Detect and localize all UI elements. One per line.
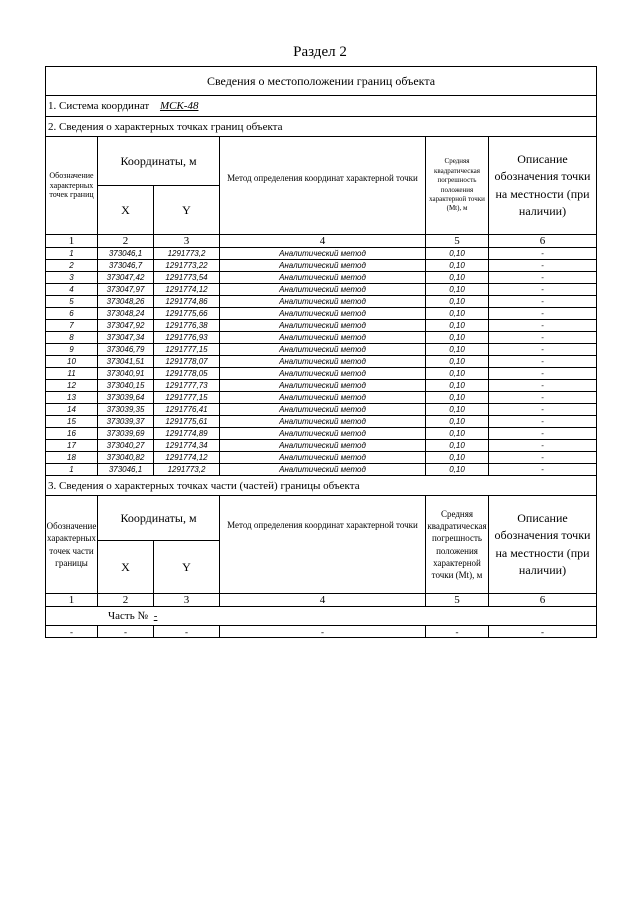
header-description: Описание обозначения точки на местности (при наличии) <box>489 137 597 235</box>
point-y: 1291773,54 <box>154 272 220 284</box>
table-row <box>46 284 597 296</box>
point-description: - <box>489 452 597 464</box>
point-number: 13 <box>46 392 98 404</box>
column-number: 5 <box>426 594 489 607</box>
point-method: Аналитический метод <box>220 440 426 452</box>
section-title: Сведения о местоположении границ объекта <box>46 67 597 96</box>
point-y: 1291773,2 <box>154 248 220 260</box>
parts-heading-row <box>46 476 597 496</box>
point-number: 6 <box>46 308 98 320</box>
point-description: - <box>489 356 597 368</box>
point-description: - <box>489 332 597 344</box>
point-number: 7 <box>46 320 98 332</box>
column-number: 1 <box>46 594 98 607</box>
column-number: 4 <box>220 594 426 607</box>
point-y: 1291774,86 <box>154 296 220 308</box>
point-x: 373040,91 <box>98 368 154 380</box>
point-x: 373039,37 <box>98 416 154 428</box>
point-number: 5 <box>46 296 98 308</box>
point-error: 0,10 <box>426 440 489 452</box>
parts-header-row <box>46 496 597 541</box>
point-number: 10 <box>46 356 98 368</box>
parts-heading: 3. Сведения о характерных точках части (частей) границы объекта <box>46 476 597 496</box>
column-number: 2 <box>98 594 154 607</box>
point-method: Аналитический метод <box>220 428 426 440</box>
point-method: Аналитический метод <box>220 344 426 356</box>
header2-error: Средняя квадратическая погрешность положения характерной точки (Mt), м <box>426 496 489 594</box>
point-y: 1291777,73 <box>154 380 220 392</box>
point-error: 0,10 <box>426 344 489 356</box>
point-description: - <box>489 344 597 356</box>
column-number: 3 <box>154 594 220 607</box>
point-description: - <box>489 272 597 284</box>
point-description: - <box>489 464 597 476</box>
point-error: 0,10 <box>426 416 489 428</box>
point-method: Аналитический метод <box>220 452 426 464</box>
point-method: Аналитический метод <box>220 332 426 344</box>
table-row <box>46 344 597 356</box>
point-error: 0,10 <box>426 296 489 308</box>
point-number: 18 <box>46 452 98 464</box>
point-x: 373047,92 <box>98 320 154 332</box>
point-x: 373048,26 <box>98 296 154 308</box>
header2-x: X <box>98 541 154 594</box>
table-row <box>46 272 597 284</box>
point-x: 373040,27 <box>98 440 154 452</box>
header2-designation: Обозначение характерных точек части границы <box>46 496 98 594</box>
point-y: 1291774,12 <box>154 284 220 296</box>
points-header-row <box>46 137 597 186</box>
point-number: 11 <box>46 368 98 380</box>
point-x: 373046,1 <box>98 248 154 260</box>
point-y: 1291778,05 <box>154 368 220 380</box>
point-method: Аналитический метод <box>220 392 426 404</box>
page-title: Раздел 2 <box>293 44 347 60</box>
point-y: 1291776,41 <box>154 404 220 416</box>
point-error: 0,10 <box>426 332 489 344</box>
point-description: - <box>489 392 597 404</box>
point-method: Аналитический метод <box>220 320 426 332</box>
part-cell: - <box>489 626 597 638</box>
point-error: 0,10 <box>426 392 489 404</box>
point-method: Аналитический метод <box>220 368 426 380</box>
coordinate-system-value: МСК-48 <box>159 100 199 112</box>
header2-method: Метод определения координат характерной точки <box>220 496 426 594</box>
point-y: 1291774,12 <box>154 452 220 464</box>
point-description: - <box>489 404 597 416</box>
part-cell: - <box>154 626 220 638</box>
point-number: 14 <box>46 404 98 416</box>
point-y: 1291775,66 <box>154 308 220 320</box>
table-row <box>46 452 597 464</box>
point-number: 1 <box>46 248 98 260</box>
table-row <box>46 260 597 272</box>
point-y: 1291776,93 <box>154 332 220 344</box>
part-cell: - <box>46 626 98 638</box>
point-x: 373041,51 <box>98 356 154 368</box>
point-x: 373046,1 <box>98 464 154 476</box>
column-number: 6 <box>489 235 597 248</box>
point-x: 373040,82 <box>98 452 154 464</box>
point-number: 9 <box>46 344 98 356</box>
point-description: - <box>489 416 597 428</box>
point-y: 1291777,15 <box>154 344 220 356</box>
part-cell: - <box>426 626 489 638</box>
point-x: 373039,69 <box>98 428 154 440</box>
header-error: Средняя квадратическая погрешность положения характерной точки (Mt), м <box>426 137 489 235</box>
table-row <box>46 428 597 440</box>
header-y: Y <box>154 186 220 235</box>
point-description: - <box>489 428 597 440</box>
point-method: Аналитический метод <box>220 260 426 272</box>
point-error: 0,10 <box>426 380 489 392</box>
point-y: 1291775,61 <box>154 416 220 428</box>
point-error: 0,10 <box>426 248 489 260</box>
header2-y: Y <box>154 541 220 594</box>
point-x: 373047,42 <box>98 272 154 284</box>
table-row <box>46 404 597 416</box>
point-number: 4 <box>46 284 98 296</box>
point-x: 373039,35 <box>98 404 154 416</box>
point-description: - <box>489 248 597 260</box>
boundary-table <box>45 66 597 638</box>
point-error: 0,10 <box>426 452 489 464</box>
point-number: 3 <box>46 272 98 284</box>
column-number: 6 <box>489 594 597 607</box>
point-number: 16 <box>46 428 98 440</box>
points-heading: 2. Сведения о характерных точках границ объекта <box>46 117 597 137</box>
point-method: Аналитический метод <box>220 464 426 476</box>
table-row <box>46 248 597 260</box>
part-data-row <box>46 626 597 638</box>
point-number: 17 <box>46 440 98 452</box>
point-description: - <box>489 260 597 272</box>
column-number: 2 <box>98 235 154 248</box>
point-description: - <box>489 308 597 320</box>
points-heading-row <box>46 117 597 137</box>
point-error: 0,10 <box>426 368 489 380</box>
header2-description: Описание обозначения точки на местности (при наличии) <box>489 496 597 594</box>
table-row <box>46 320 597 332</box>
point-error: 0,10 <box>426 404 489 416</box>
point-description: - <box>489 284 597 296</box>
point-x: 373039,64 <box>98 392 154 404</box>
point-description: - <box>489 368 597 380</box>
point-error: 0,10 <box>426 284 489 296</box>
column-number: 5 <box>426 235 489 248</box>
section-title-row <box>46 67 597 96</box>
header2-coordinates: Координаты, м <box>98 496 220 541</box>
point-method: Аналитический метод <box>220 308 426 320</box>
point-method: Аналитический метод <box>220 380 426 392</box>
point-error: 0,10 <box>426 260 489 272</box>
header-x: X <box>98 186 154 235</box>
point-y: 1291776,38 <box>154 320 220 332</box>
point-method: Аналитический метод <box>220 248 426 260</box>
part-row <box>46 607 597 626</box>
part-cell: - <box>98 626 154 638</box>
point-x: 373047,34 <box>98 332 154 344</box>
point-method: Аналитический метод <box>220 356 426 368</box>
point-number: 8 <box>46 332 98 344</box>
point-method: Аналитический метод <box>220 284 426 296</box>
point-method: Аналитический метод <box>220 296 426 308</box>
header-method: Метод определения координат характерной точки <box>220 137 426 235</box>
point-number: 1 <box>46 464 98 476</box>
point-error: 0,10 <box>426 356 489 368</box>
table-row <box>46 392 597 404</box>
point-description: - <box>489 320 597 332</box>
column-number: 3 <box>154 235 220 248</box>
coordinate-system-row <box>46 96 597 117</box>
part-number: - <box>153 610 158 622</box>
column-numbers-row-2 <box>46 594 597 607</box>
point-description: - <box>489 440 597 452</box>
table-row <box>46 332 597 344</box>
point-number: 15 <box>46 416 98 428</box>
point-error: 0,10 <box>426 428 489 440</box>
table-row <box>46 464 597 476</box>
point-y: 1291774,89 <box>154 428 220 440</box>
point-method: Аналитический метод <box>220 272 426 284</box>
table-row <box>46 308 597 320</box>
table-row <box>46 356 597 368</box>
point-error: 0,10 <box>426 464 489 476</box>
table-row <box>46 380 597 392</box>
point-x: 373040,15 <box>98 380 154 392</box>
point-method: Аналитический метод <box>220 404 426 416</box>
point-x: 373046,79 <box>98 344 154 356</box>
point-y: 1291777,15 <box>154 392 220 404</box>
column-numbers-row <box>46 235 597 248</box>
part-label: Часть № <box>108 610 148 622</box>
point-error: 0,10 <box>426 272 489 284</box>
point-x: 373048,24 <box>98 308 154 320</box>
point-y: 1291778,07 <box>154 356 220 368</box>
table-row <box>46 368 597 380</box>
table-row <box>46 296 597 308</box>
point-number: 12 <box>46 380 98 392</box>
point-number: 2 <box>46 260 98 272</box>
part-cell: - <box>220 626 426 638</box>
header-designation: Обозначение характерных точек границ <box>46 137 98 235</box>
point-description: - <box>489 380 597 392</box>
point-description: - <box>489 296 597 308</box>
column-number: 4 <box>220 235 426 248</box>
point-error: 0,10 <box>426 308 489 320</box>
point-y: 1291773,2 <box>154 464 220 476</box>
coordinate-system-label: 1. Система координат <box>48 100 150 112</box>
point-y: 1291773,22 <box>154 260 220 272</box>
point-y: 1291774,34 <box>154 440 220 452</box>
point-x: 373047,97 <box>98 284 154 296</box>
table-row <box>46 416 597 428</box>
point-method: Аналитический метод <box>220 416 426 428</box>
column-number: 1 <box>46 235 98 248</box>
point-x: 373046,7 <box>98 260 154 272</box>
header-coordinates: Координаты, м <box>98 137 220 186</box>
point-error: 0,10 <box>426 320 489 332</box>
table-row <box>46 440 597 452</box>
